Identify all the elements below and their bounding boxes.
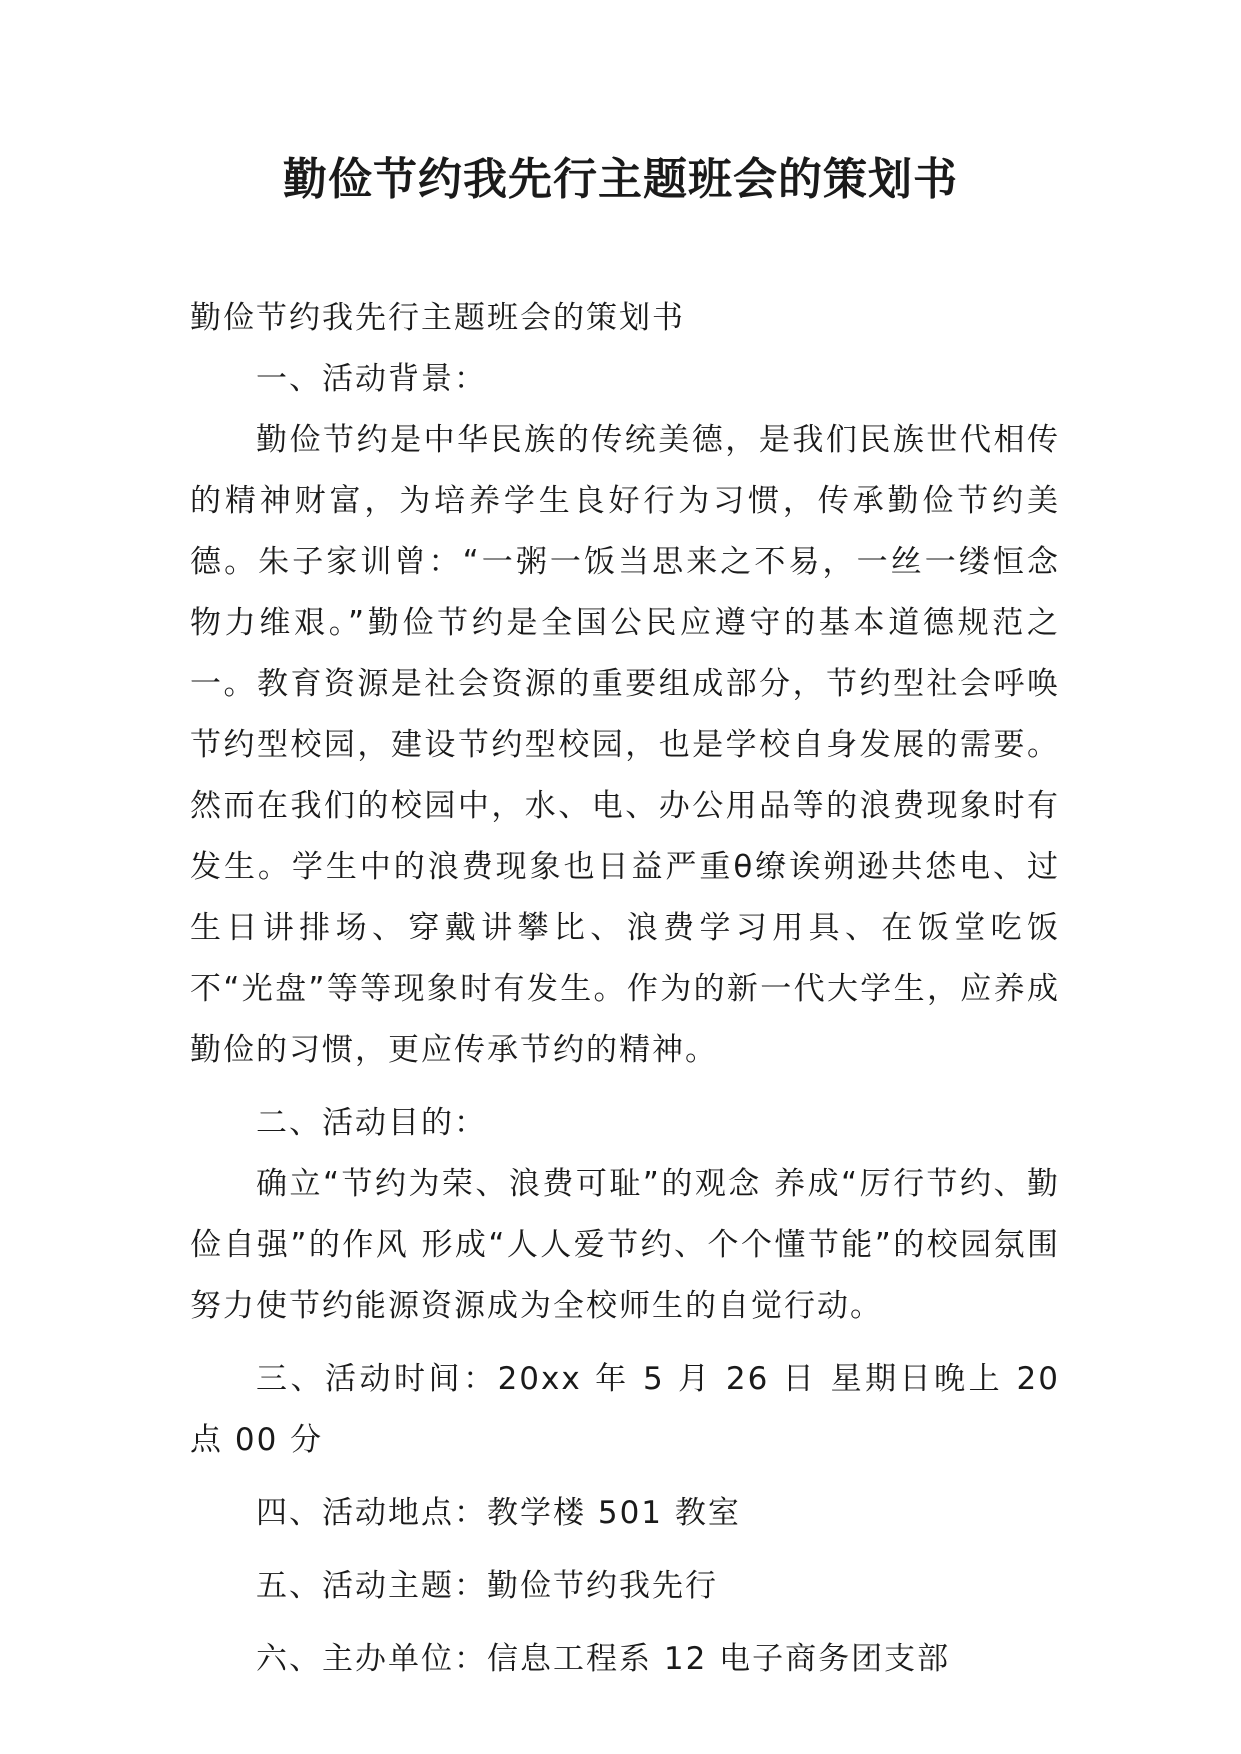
document-subtitle: 勤俭节约我先行主题班会的策划书 [190,300,685,336]
section-theme: 五、活动主题：勤俭节约我先行 [256,1568,718,1604]
document-body [190,288,1060,1690]
section-location: 四、活动地点：教学楼 501 教室 [256,1495,741,1531]
section-time: 三、活动时间：20xx 年 5 月 26 日 星期日晚上 20 点 00 分 [190,1361,1060,1458]
section-purpose-heading: 二、活动目的： [256,1105,487,1141]
document-title: 勤俭节约我先行主题班会的策划书 [283,154,958,205]
section-background-paragraph: 勤俭节约是中华民族的传统美德，是我们民族世代相传的精神财富，为培养学生良好行为习惯，传承勤俭节约美德。朱子家训曾：“一粥一饭当思来之不易，一丝一缕恒念物力维艰。”勤俭节约是全国公民应遵守的基本道德规范之一。教育资源是社会资源的重要组成部分，节约型社会呼唤节约型校园，建设节约型校园，也是学校自身发展的需要。然而在我们的校园中，水、电、办公用品等的浪费现象时有发生。学生中的浪费现象也日益严重θ缭诶朔逊共恷电、过生日讲排场、穿戴讲攀比、浪费学习用具、在饭堂吃饭不“光盘”等等现象时有发生。作为的新一代大学生，应养成勤俭的习惯，更应传承节约的精神。 [190,422,1060,1068]
section-purpose-paragraph: 确立“节约为荣、浪费可耻”的观念 养成“厉行节约、勤俭自强”的作风 形成“人人爱节约、个个懂节能”的校园氛围 努力使节约能源资源成为全校师生的自觉行动。 [190,1166,1060,1324]
section-organizer: 六、主办单位：信息工程系 12 电子商务团支部 [256,1641,951,1677]
section-background-heading: 一、活动背景： [256,361,487,397]
